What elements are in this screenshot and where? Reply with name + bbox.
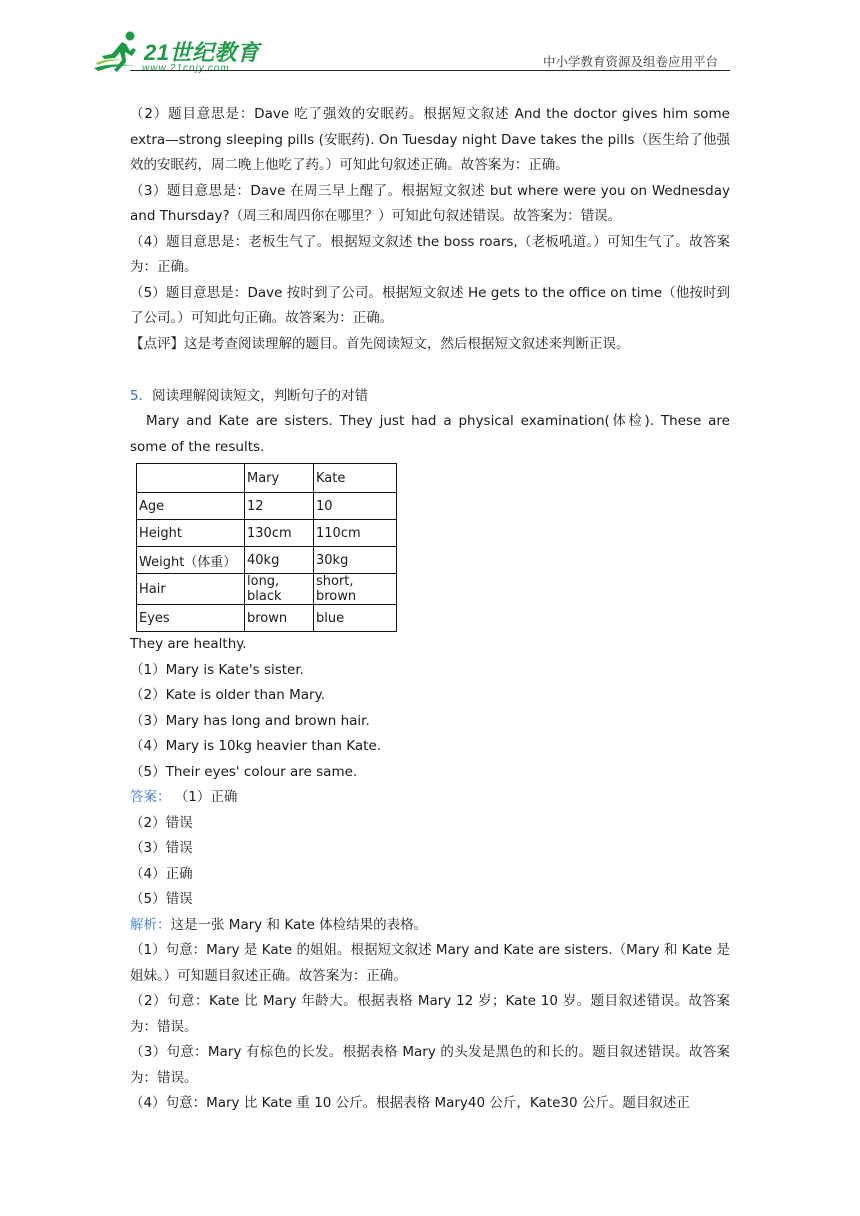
table-row	[137, 520, 397, 547]
table-cell: short, brown	[314, 574, 397, 605]
answer-4: （4）正确	[130, 865, 193, 882]
table-header-cell	[137, 464, 245, 493]
table-cell: Weight（体重）	[137, 547, 245, 574]
prev-analysis-4: （4）题目意思是：老板生气了。根据短文叙述 the boss roars,（老板吼道。）可知生气了。故答案为：正确。	[130, 233, 730, 275]
analysis-2: （2）句意：Kate 比 Mary 年龄大。根据表格 Mary 12 岁；Kate 10 岁。题目叙述错误。故答案为：错误。	[130, 993, 730, 1035]
question-5-title	[130, 383, 730, 409]
statement-5: （5）Their eyes' colour are same.	[130, 763, 358, 780]
analysis-4: （4）句意：Mary 比 Kate 重 10 公斤。根据表格 Mary40 公斤，Kate30 公斤。题目叙述正	[130, 1095, 690, 1111]
question-title-text: 阅读理解阅读短文，判断句子的对错	[152, 388, 369, 404]
analysis-intro: 这是一张 Mary 和 Kate 体检结果的表格。	[170, 916, 428, 933]
prev-comment: 【点评】这是考查阅读理解的题目。首先阅读短文，然后根据短文叙述来判断正误。	[130, 335, 630, 352]
table-cell: Height	[137, 520, 245, 547]
table-header-cell: Mary	[245, 464, 314, 493]
question-number: 5．	[130, 388, 153, 404]
statement-2: （2）Kate is older than Mary.	[130, 687, 325, 703]
answer-line-1	[130, 785, 730, 811]
answer-label: 答案：	[130, 789, 171, 805]
table-row	[137, 493, 397, 520]
answer-2: （2）错误	[130, 814, 193, 831]
table-cell: 12	[245, 493, 314, 520]
table-cell: 110cm	[314, 520, 397, 547]
prev-analysis-2: （2）题目意思是：Dave 吃了强效的安眠药。根据短文叙述 And the doctor gives him some extra—strong sleeping pills (安眠药). On Tuesday night Dave takes the pills（医生给了他强效的安眠药，周二晚上他吃了药。）可知此句叙述正确。故答案为：正确。	[130, 106, 730, 173]
table-row	[137, 547, 397, 574]
table-row	[137, 574, 397, 605]
after-table-text: They are healthy.	[130, 636, 247, 652]
table-header-row	[137, 464, 397, 493]
prev-analysis-5: （5）题目意思是：Dave 按时到了公司。根据短文叙述 He gets to the office on time（他按时到了公司。）可知此句正确。故答案为：正确。	[130, 284, 730, 326]
table-cell: brown	[245, 605, 314, 632]
analysis-1: （1）句意：Mary 是 Kate 的姐姐。根据短文叙述 Mary and Kate are sisters.（Mary 和 Kate 是姐妹。）可知题目叙述正确。故答案为：正确。	[130, 942, 730, 984]
answer-5: （5）错误	[130, 891, 193, 907]
results-table	[136, 463, 397, 632]
statement-4: （4）Mary is 10kg heavier than Kate.	[130, 738, 382, 754]
platform-name: 中小学教育资源及组卷应用平台	[542, 54, 718, 69]
header-divider	[130, 70, 730, 71]
table-cell: Hair	[137, 574, 245, 605]
logo-wordmark: 21世纪教育	[144, 40, 260, 65]
table-cell: 40kg	[245, 547, 314, 574]
prev-analysis-3: （3）题目意思是：Dave 在周三早上醒了。根据短文叙述 but where were you on Wednesday and Thursday?（周三和周四你在哪里？）可知此句叙述错误。故答案为：错误。	[130, 182, 730, 224]
table-cell: Age	[137, 493, 245, 520]
table-header-cell: Kate	[314, 464, 397, 493]
table-cell: 130cm	[245, 520, 314, 547]
document-body	[130, 102, 730, 1117]
answer-1: （1）正确	[174, 789, 238, 805]
table-cell: Eyes	[137, 605, 245, 632]
page-header	[0, 0, 860, 80]
table-cell: 30kg	[314, 547, 397, 574]
logo-url: www.21cnjy.com	[142, 63, 230, 74]
answer-3: （3）错误	[130, 840, 193, 856]
statement-3: （3）Mary has long and brown hair.	[130, 712, 370, 729]
table-cell: blue	[314, 605, 397, 632]
table-cell: 10	[314, 493, 397, 520]
reading-passage: Mary and Kate are sisters. They just had a physical examination(体检). These are some of the results.	[130, 413, 730, 455]
analysis-label: 解析：	[130, 916, 171, 933]
section-gap	[130, 357, 730, 383]
analysis-3: （3）句意：Mary 有棕色的长发。根据表格 Mary 的头发是黑色的和长的。题目叙述错误。故答案为：错误。	[130, 1044, 730, 1086]
statement-1: （1）Mary is Kate's sister.	[130, 661, 304, 678]
analysis-intro-line	[130, 913, 730, 939]
table-cell: long, black	[245, 574, 314, 605]
table-row	[137, 605, 397, 632]
